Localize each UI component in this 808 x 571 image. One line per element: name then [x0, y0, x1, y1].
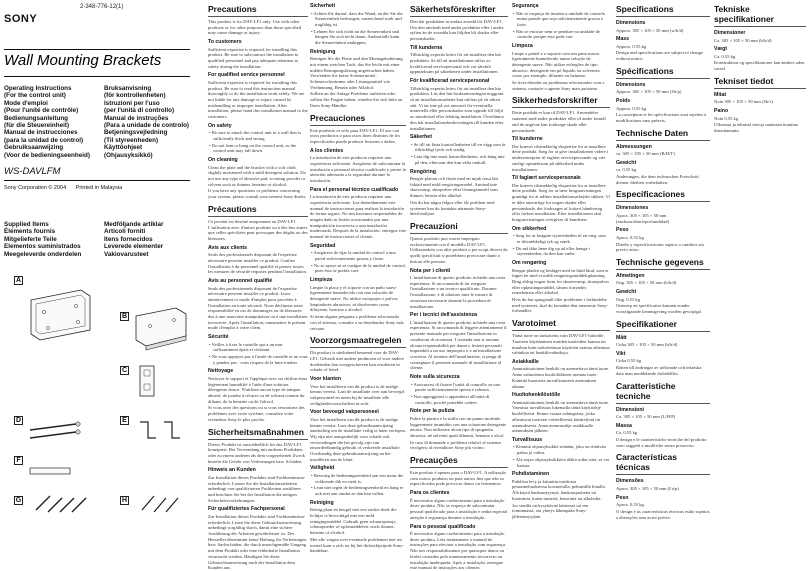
bullet-item: • Leun niet tegen de bedieningseenheid en hang er ook niet aan omdat ze dan kan vallen. — [311, 485, 404, 497]
supplied-items-heading: Elementos suministrados — [4, 243, 81, 251]
bracket-a-illustration — [26, 286, 96, 342]
subheading: Para o pessoal qualificado — [410, 523, 476, 530]
paragraph: Questo prodotto può essere impiegato esclusivamente con il modello DAV-LF1. Utilizzandolo con altri prodotti o per scopi diversi da quelli specificati si potrebbero provocare danni o lesioni alle persone. — [410, 235, 508, 264]
paragraph: Aprox. 305 × 105 × 50 mm (l/a/p) — [616, 485, 679, 491]
doc-number: 2-348-776-12(1) — [80, 4, 124, 10]
paragraph: O design e as características técnicas estão sujeitos a alterações sem aviso prévio. — [616, 508, 710, 520]
subheading: Huoltohenkilöstölle — [512, 392, 561, 399]
supplied-items-b — [104, 221, 204, 258]
paragraph: Aprox. 0,55 kg — [616, 502, 644, 508]
language-entry: (For the control unit) — [4, 92, 66, 100]
supplied-items-heading: Articoli forniti — [104, 228, 146, 236]
paragraph: Limpie la placa y el soporte con un paño suave ligeramente humedecido con una solución de detergente suave. No utilice estropajos o polvos limpiadores abrasivos, ni disolventes como diluyente, bencina o alcohol. — [310, 284, 398, 313]
section-heading: Sicherheitsmaßnahmen — [208, 427, 308, 440]
language-entry: Käyttöohjeet — [104, 144, 143, 152]
subheading: Limpieza — [310, 277, 333, 284]
paragraph: Sufficient expertise is required for installing this product. Be sure to subcontract the installation to qualified personnel and pay adequate attention to safety during the installation. — [208, 46, 299, 69]
bullet-item: • Não se esqueça de instalar a unidade de controlo numa parede que seja suficientemente grossa e forte. — [513, 10, 606, 27]
subheading: Afmetingen — [616, 272, 645, 279]
subheading: Dimensions — [616, 81, 646, 88]
subheading: Nettoyage — [208, 368, 234, 375]
subheading: För kvalificerad servicepersonal — [410, 78, 490, 85]
subheading: Dimensiones — [616, 205, 649, 212]
paragraph: Voor het installeren van dit product is de nodige kennis vereist. Lees deze gebruiksaanwijzing aandachtig om de installatie veilig te laten verlopen. Wij zijn niet aansprakelijk voor schade ook verwondingen die het gevolg zijn van onoordeelkundig gebruik of verkeerde installatie. Overhandig deze gebruiksaanwijzing na het installeren aan de klant. — [310, 416, 406, 462]
section-heading: Caratteristiche tecniche — [616, 381, 710, 404]
paragraph: La instalación de este producto requiere una experiencia suficiente. Asegúrese de subcontratar la instalación a personal técnico cualificado y preste la atención adecuada a la seguridad durante la instalación. — [310, 155, 406, 183]
supplied-items-heading: Medföljande artiklar — [104, 221, 164, 228]
paragraph: Ong. 305 × 105 × 50 mm (b/h/d) — [616, 280, 677, 286]
paragraph: Der kræves tilstrækkelig ekspertise for at installere dette produkt. Sørg for at give installationen videre i underentreprise til faglært servicepersonale og vær særligt opmærksom på sikkerhed under installationen. — [512, 143, 609, 172]
paragraph: Hvis du har spørgsmål eller problemer i forbindelse med systemet, skal du kontakte den nærmeste Sony-forhandler. — [512, 297, 609, 314]
paragraph: Reinigen Sie die Platte und den Montagehalterung mit einem weichen Tuch, das Sie leicht mit einer milden Reinigungslösung angefeuchtet haben. Verwenden Sie keine Scheuermittel, Scheuerschwämme oder Lösungsmittel wie Verdünnung, Benzin oder Alkohol. — [310, 56, 403, 90]
paragraph: Ontwerp en specificaties kunnen zonder voorafgaande kennisgeving worden gewijzigd. — [616, 303, 702, 315]
page-title: Wall Mounting Brackets — [4, 52, 162, 69]
top-rule — [4, 49, 190, 50]
subheading: Dimensioni — [616, 406, 644, 413]
section-heading: Voorzorgsmaatregelen — [310, 335, 406, 348]
paragraph: Ca. 0,55 kg — [714, 53, 736, 59]
specs-column-2 — [714, 0, 806, 571]
figure-label-h: H — [121, 497, 128, 504]
text-column-4 — [512, 0, 610, 571]
paragraph: Puhdista levy ja kiinnitin miedossa pesuaineliuoksessa kostutetulla, pehmeällä liinalla. Älä käytä hankaustyynyä, hankausjauhetta tai liuottimia, kuten tinneriä, bensiiniä tai alkoholia. — [512, 478, 606, 501]
paragraph: Noin 305 × 105 × 50 mm (l/k/s) — [714, 99, 773, 105]
subheading: Puhdistaminen — [512, 471, 550, 478]
paragraph: Ca. 0,55 kg — [616, 430, 638, 436]
paragraph: This product is for DAV-LF1 only. Use with other products or for other purposes than those specified may cause damage or injury. — [208, 19, 301, 36]
subheading: To customers — [208, 39, 242, 46]
paragraph: Este producto es sólo para DAV-LF1. El uso con otros productos o para otros fines distintos de los especificados puede producir lesiones o daños. — [310, 127, 401, 144]
subheading: Mass — [616, 36, 629, 43]
supplied-items-heading: Itens fornecidos — [104, 235, 153, 243]
paragraph: Limpe a painel e o suporte com um pano macio ligeiramente humedecido numa solução de detergente suave. Não utilize esfregões de tipo abrasivo, detergente em pó líquido ou solventes, como por exemplo, diluente ou benzina. — [512, 50, 601, 79]
section-heading: Specifications — [616, 4, 710, 17]
paragraph: Ca. 305 × 105 × 50 mm (L/H/P) — [616, 414, 676, 420]
subheading: Rengöring — [410, 168, 436, 175]
subheading: Til faglært servicepersonale — [512, 175, 581, 182]
bullet-item: • Achten Sie darauf, dass die Wand, an der Sie die Steuereinheit befestigen, ausreichend stark und tragfähig ist. — [311, 10, 403, 27]
subheading: Asiakkaille — [512, 358, 539, 365]
paragraph: É necessário algum conhecimento para a instalação deste produto. Leia atentamente o manual de instruções para efectuar a instalação com segurança. Não nos responsabilizamos por quaisquer danos ou lesões causados pelo manuseamento incorrecto ou instalação inadequada. Após a instalação, entregue este manual de instruções aos clientes. — [410, 531, 507, 571]
section-heading: Sikkerhedsforskrifter — [512, 95, 610, 108]
subheading: Reinigung — [310, 48, 336, 55]
subheading: Turvallisuus — [512, 436, 543, 443]
section-heading: Specifikationer — [616, 319, 710, 332]
subheading: Dimensions — [616, 20, 646, 26]
section-heading: Tekniske specifikationer — [714, 4, 806, 27]
paragraph: Ammattitaitoinen henkilö on asennettava tämä tuote. Varmista turvallisuus lukemalla tämä käyttöohje huolellisesti. Emme vastaa vahingoista, jotka aiheutuvat tuotteen virheellisestä käsittelystä tai asennuksesta. Anna asennusohje asiakkaalle asennuksen jälkeen. — [512, 399, 610, 434]
paragraph: Änderungen, die dem technischen Fortschritt dienen, bleiben vorbehalten. — [616, 174, 699, 185]
bullet-item: • Älä nojaa ohjausyksikköön äläkä roiku siitä, se voi kaatua. — [513, 456, 610, 468]
paragraph: Este produto é apenas para o DAV-LF1. A utilização com outros produtos ou para outros fins que não os especificados pode provocar danos ou ferimentos. — [410, 470, 507, 487]
section-heading: Technische gegevens — [616, 257, 710, 270]
paragraph: ca. 0,55 kg — [616, 167, 637, 173]
subheading: Avis aux clients — [208, 244, 248, 251]
paragraph: Dette produkt er kun til DAV-LF1. Anvendelse sammen med andre produkter eller til andre formål end de angivne kan forårsage skade eller personskade. — [512, 110, 606, 133]
subheading: Nota per i clienti — [410, 267, 451, 274]
language-entry: (Pour l'unité de contrôle) — [4, 107, 79, 115]
figure-label-g: G — [15, 497, 22, 504]
figure-label-b: B — [121, 313, 128, 320]
bullet-item: • Asegúrese de fijar la unidad de control a una pared suficientemente gruesa y firme. — [311, 250, 396, 261]
language-entry: (für die Steuereinheit) — [4, 122, 70, 130]
languages-list-b — [104, 85, 204, 159]
section-heading: Varotoimet — [512, 318, 610, 331]
specs-column-1 — [616, 0, 710, 571]
bullet-item: • Luta dig inte emot kontrollenheten, och häng inte på den, eftersom den kan välta omkull. — [411, 154, 505, 165]
subheading: Dimensioner — [714, 30, 746, 36]
language-entry: Bruksanvisning — [104, 85, 152, 92]
copyright-text: Sony Corporation © 2004 — [4, 185, 67, 191]
paragraph: Design and specifications are subject to change without notice. — [616, 50, 703, 62]
paragraph: Seuls des professionnels disposant de l'expertise nécessaire peuvent installer ce produit. Confiez l'installation à du personnel qualifié et prenez toutes les mesures de sécurité requises pendant l'installation. — [208, 252, 307, 275]
language-entry: (Para a unidade de controlo) — [104, 122, 190, 130]
paragraph: In caso di domande o problemi relativi al sistema, rivolgersi al rivenditore Sony più vicino. — [410, 439, 502, 451]
section-heading: Precauções — [410, 455, 508, 468]
copyright — [4, 185, 122, 191]
language-entry: (para la unidad de control) — [4, 136, 84, 144]
bullet-item: • Do not lean or hang on the control unit, as the control unit may fall down. — [209, 142, 297, 154]
paragraph: Sufficient expertise is required for installing this product. Be sure to read this instruction manual thoroughly to do the installation work safely. We are not liable for any damage or injury caused by mishandling or improper installation. After installation, please hand this installation manual to the customers. — [208, 79, 308, 120]
hooks-e-illustration — [134, 416, 194, 444]
paragraph: Rätten till ändringar av utförande och tekniska data utan meddelande förbehålles. — [616, 365, 702, 376]
section-heading: Características técnicas — [616, 452, 710, 475]
subheading: Gewicht — [616, 289, 637, 296]
supplied-items-heading: Leverede elementer — [104, 243, 164, 251]
paragraph: Diseño y especificaciones sujetos a cambios sin previo aviso. — [616, 241, 704, 253]
paragraph: Ca. 305 × 105 × 50 mm (b/h/d) — [714, 37, 772, 43]
paragraph: Jos sinulla on kysyttävää laitteesta tai sen toiminnasta, ota yhteys lähimpään Sony-jälleenmyyjään. — [512, 502, 589, 519]
paragraph: Der kræves tilstrækkelig ekspertise for at installere dette produkt. Sørg for at læse brugsanvisningen grundigt for at udføre installationsarbejdet sikkert. Vi er ikke ansvarlige for nogen skader eller personskade, der forårsages af forkert håndtering eller forkert installation. Efter installationen skal brugsanvisningen overgives til kunderne. — [512, 182, 610, 222]
supplied-items-heading: Supplied Items — [4, 221, 49, 228]
bullet-item: • Be sure to attach the control unit to a wall that is sufficiently thick and strong. — [209, 130, 301, 142]
paragraph: Aprox. 0,55 kg — [616, 234, 644, 240]
paragraph: Se tiver dúvidas ou problemas relacionados com o sistema, contacte o agente Sony mais próximo. — [512, 80, 605, 91]
paragraph: Den här produkten är endast avsedd för DAV-LF1. Om den används med andra produkter eller i andra syften än de avsedda kan följden bli skador eller personskador. — [410, 19, 504, 42]
subheading: Voor klanten — [310, 376, 342, 383]
subheading: Sicherheit — [310, 3, 336, 9]
subheading: Para el personal técnico cualificado — [310, 186, 399, 193]
language-entry: (Ohjausyksikkö) — [104, 151, 153, 159]
screws-d-illustration — [26, 416, 86, 444]
paragraph: Ammattitaitoinen henkilö on asennettava tämä tuote. Anna valtuutetun huoltoliikkeen asentaa tuote. Kiinnitä huomiota turvallisuuteen asennuksen aikana. — [512, 366, 610, 389]
subheading: Om sikkerhed — [512, 225, 547, 232]
section-heading: Precauzioni — [410, 221, 508, 234]
paragraph: Dit product is uitsluitend bestemd voor de DAV-LF1. Gebruik met andere producten of voor andere doeleinden dan voorgeschreven kan resulteren in schade of letsel. — [310, 350, 404, 373]
language-entry: Bedienungsanleitung — [4, 114, 69, 122]
paragraph: ca. 305 × 105 × 50 mm (B/H/T) — [616, 151, 675, 157]
paragraph: Seuls des professionnels disposant de l'expertise nécessaire peuvent installer ce produit. Lisez attentivement ce mode d'emploi pour procéder à l'installation en toute sécurité. Nous déclinons toute responsabilité en cas de dommages ou de blessures dus à une mauvaise manipulation ou à une installation incorrecte. Après l'installation, transmettez le présent mode d'emploi à votre client. — [208, 285, 308, 331]
subheading: Till kunderna — [410, 44, 443, 51]
part-f-illustration — [26, 460, 86, 484]
paragraph: Rengör plattan och fästet med en mjuk trasa lätt fuktad med mild rengöringsmedel. Använd inte skursvamp, skurpulver eller lösningsmedel som thinner, bensin eller alkohol. — [410, 176, 499, 199]
subheading: Limpeza — [512, 43, 533, 50]
paragraph: Approx. 0,55 kg — [616, 105, 647, 111]
paragraph: Ong. 0,55 kg — [616, 296, 640, 302]
paragraph: Aprox. 305 × 105 × 50 mm (anchura/altura/profundidad) — [616, 212, 670, 224]
bullet-item: • Non appoggiarsi o appendersi all'unità di controllo, poiché potrebbe cadere. — [411, 393, 490, 405]
subheading: Note sulla sicurezza — [410, 374, 460, 381]
paragraph: Zur Installation dieses Produkts sind Fachkenntnisse erforderlich. Lassen Sie die Installationsarbeiten unbedingt von qualifizierten Fachleuten ausführen und beachten Sie bei der Installation die nötigen Sicherheitsvorkehrungen. — [208, 474, 305, 503]
language-entry: (för kontrollenheten) — [104, 92, 166, 100]
subheading: Mitat — [714, 91, 727, 98]
paragraph: Konstruktion og specifikationer kan ændres uden varsel. — [714, 60, 805, 72]
paragraph: Voor het installeren van dit product is de nodige kennis vereist. Laat de installatie over aan bevoegd vakpersoneel en neem bij de installatie alle veiligheidsvoorschriften in acht. — [310, 383, 404, 406]
paragraph: Si vous avez des questions ou si vous rencontrez des problèmes avec votre système, consultez votre revendeur Sony le plus proche. — [208, 405, 305, 422]
paragraph: Reinig plaat en beugel met een zachte doek die lichtjes is bevochtigd met een mild reinigingsmiddel. Gebruik geen schuursponsje, schuurpoeder of oplosmiddelen, zoals thinner, benzine of alcohol. — [310, 507, 397, 536]
figure-label-c: C — [121, 367, 128, 374]
screws-g-illustration — [30, 492, 90, 514]
language-entry: Betjeningsvejledning — [104, 129, 168, 137]
bullet-item: • Du må ikke læne dig op ad eller hænge i styreenheden, da den kan vælte. — [513, 245, 591, 257]
paragraph: Rengør pladen og beslaget med en blød klud, som er fugtet let med et mildt rengøringsmiddelopløsning. Brug aldrig nogen form for skuresvamp, skurepulver eller opløsningsmiddel, såsom fortynder, rensebenzin eller alkohol. — [512, 267, 610, 296]
paragraph: Pulire la piastra e la staffa con un panno morbido leggermente inumidito con una soluzione detergente neutra. Non utilizzare alcun tipo di spugnetta abrasiva, né solventi quali diluenti, benzina o alcol. — [410, 415, 507, 438]
text-column-1 — [208, 0, 308, 571]
paragraph: Clean the plate and the bracket with a soft cloth slightly moistened with a mild detergent solution. Do not use any type of abrasive pad, scouring powder or solvent such as thinner, benzine or alcohol. — [208, 164, 306, 187]
subheading: A los clientes — [310, 147, 344, 154]
paragraph: Si tiene alguna pregunta o problema relacionado con el sistema, consulte a su distribuidor Sony más cercano. — [310, 314, 404, 331]
bullet-item: • Kiinnitä ohjausyksikkö seinään, joka on riittävän paksu ja vahva. — [513, 444, 606, 456]
section-heading: Technische Daten — [616, 128, 710, 141]
paragraph: Dieses Produkt ist ausschließlich für das DAV-LF1 konzipiert. Bei Verwendung mit anderen Produkten oder zu einem anderen als dem vorgesehenen Zweck besteht die Gefahr von Verletzungen bzw. Schäden. — [208, 441, 305, 464]
paragraph: Sollten an der Anlage Probleme auftreten oder sollten Sie Fragen haben, wenden Sie sich bitte an Ihren Sony-Händler. — [310, 91, 403, 108]
subheading: Für qualifiziertes Fachpersonal — [208, 506, 285, 513]
subheading: Note per la pulizia — [410, 408, 455, 415]
subheading: Voor bevoegd vakpersoneel — [310, 409, 379, 416]
text-column-3 — [410, 0, 508, 571]
supplied-items-heading: Vakiovarusteet — [104, 250, 149, 258]
paragraph: Cirka 305 × 105 × 50 mm (b/h/d) — [616, 342, 678, 348]
subheading: Om rengøring — [512, 260, 547, 266]
bullet-item: • Se till att fästa kontrollenheten till en vägg som är tillräckligt tjock och stadig. — [411, 141, 506, 153]
bracket-c-illustration — [134, 364, 164, 400]
language-entry: Manual de instruções — [104, 114, 169, 122]
paragraph: Om du har några frågor eller får problem med systemet kan du kontakta närmaste Sony-återförsäljare. — [410, 199, 495, 217]
subheading: Peso — [616, 227, 629, 234]
subheading: Veiligheid — [310, 465, 335, 472]
subheading: Peso — [616, 494, 629, 501]
subheading: Per i tecnici dell'assistenza — [410, 312, 477, 319]
subheading: Säkerhet — [410, 134, 432, 141]
section-heading: Precauciones — [310, 113, 406, 126]
section-heading: Spécifications — [616, 66, 710, 79]
subheading: Til kunderne — [512, 136, 543, 143]
model-rule — [4, 180, 190, 181]
language-entry: Istruzioni per l'uso — [104, 99, 160, 107]
figure-label-d: D — [15, 417, 22, 424]
language-entry: Gebruiksaanwijzing — [4, 144, 64, 152]
paragraph: É necessário algum conhecimento para a instalação deste produto. Não se esqueça de subcontratar pessoal qualificado para a instalação e tenha especial atenção à segurança durante a instalação. — [410, 497, 508, 520]
bullet-item: • No se apoye ni se cuelgue de la unidad de control, pues ésta se podría caer. — [311, 262, 406, 274]
subheading: For qualified service personnel — [208, 72, 285, 79]
language-entry: Operating Instructions — [4, 85, 72, 92]
paragraph: Tillräcklig expertis krävs för att installera den här produkten. Läs den här bruksanvisningen noggrant så att installationsarbetet kan utföras på ett säkert sätt. Vi tar inte på oss ansvaret för eventuella materiella eller personskador som uppstår till följd av misskötsel eller felaktig installation. Överlämna den här installationsbeskrivningen till kunden efter installationen. — [410, 85, 504, 131]
supplied-items-heading: Meegeleverde onderdelen — [4, 250, 82, 258]
subheading: Vikt — [616, 350, 626, 357]
subheading: Vægt — [714, 46, 727, 53]
subheading: Massa — [616, 422, 632, 429]
section-heading: Tekniset tiedot — [714, 76, 806, 89]
supplied-items-heading: Mitgelieferte Teile — [4, 235, 57, 243]
paragraph: Approx. 305 × 105 × 50 mm (l/h/p) — [616, 89, 682, 95]
bracket-b-illustration — [132, 306, 192, 352]
paragraph: Noin 0,55 kg — [714, 115, 739, 121]
supplied-items-heading: Éléments fournis — [4, 228, 56, 236]
paragraph: L'installazione di questo prodotto richiede una certa esperienza. Si raccomanda di leggere attentamente il presente manuale per eseguire l'installazione in condizioni di sicurezza. L'azienda non si assume alcuna responsabilità per danni o lesioni personali imputabili a un uso improprio o a un'installazione scorretta. Al termine dell'installazione, si prega di consegnare il presente manuale di installazione al cliente. — [410, 319, 507, 371]
bullet-item: • Ne vous appuyez pas à l'unité de contrôle et ne vous y pendez pas : vous risquez de la faire tomber. — [209, 354, 308, 365]
paragraph: Ce produit est destiné uniquement au DAV-LF1. L'utilisation avec d'autres produits ou à des fins autres que celles spécifiées peut provoquer des dégâts ou des blessures. — [208, 218, 308, 241]
subheading: Hinweis an Kunden — [208, 467, 256, 474]
subheading: Avis au personnel qualifié — [208, 278, 273, 284]
language-entry: (Til styreenheden) — [104, 136, 159, 144]
text-column-2 — [310, 0, 406, 571]
paragraph: Ulkoasua ja teknisiä tietoja saatetaan muuttaa ilmoittamatta. — [714, 122, 798, 133]
paragraph: Tillräcklig expertis krävs för att installera den här produkten. Se till att installationen utförs av kvalificerad servicepersonal och var särskilt uppmärksam på säkerheten under installationen. — [410, 52, 502, 75]
bullet-item: • Veillez à fixer le contrôle qui a un mur suffisamment épais et résistant. — [209, 341, 283, 353]
figure-area — [4, 270, 198, 568]
subheading: Para os clientes — [410, 490, 450, 497]
paragraph: Il design e le caratteristiche tecniche del prodotto sono soggetti a modifiche senza preavviso. — [616, 436, 707, 448]
paragraph: Zur Installation dieses Produkts sind Fachkenntnisse erforderlich. Lesen Sie diese Gebrauchsanweisung unbedingt sorgfältig durch, damit eine sichere Ausführung der Arbeiten gewährleistet ist. Der Hersteller übernimmt keine Haftung für Verletzungen bzw. Sachschäden, die durch unsachgemäße Umgang mit dem Produkt oder eine fehlerhafte Installation verursacht werden. Händigen Sie diese Gebrauchsanweisung nach der Installation dem Kunden aus. — [208, 513, 307, 571]
subheading: On safety — [208, 122, 232, 129]
subheading: Sécurité — [208, 334, 229, 341]
language-entry: (Voor de bedieningseenheid) — [4, 151, 90, 159]
paragraph: La instalación de este producto requiere una experiencia suficiente. Lea detenidamente este manual de instrucciones para realizar la instalación de forma segura. No nos hacemos responsables de ningún daño ni lesión ocasionados por una manipulación incorrecta o una instalación inadecuada. Después de la instalación, entregue este manual de instrucciones al cliente. — [310, 194, 406, 240]
bullet-item: • Sørg for at fastgøre styreenheden til en væg, som er tilstrækkeligt tyk og stærk. — [513, 233, 606, 244]
subheading: Paino — [714, 108, 729, 115]
subheading: On cleaning — [208, 157, 238, 164]
bullet-item: • Não se encoste nem se pendure na unidade de controlo porque esta pode cair. — [513, 28, 600, 40]
paragraph: Approx. 305 × 105 × 50 mm (w/h/d) — [616, 27, 684, 33]
paragraph: Tämä tuote on tarkoitettu vain DAV-LF1-laitteille. Tuotteen käyttäminen muiden tuotteiden kanssa tai muuhun kuin tarkoitettuun käyttöön saattaa aiheuttaa vahinkoa tai henkilövahinkoja. — [512, 333, 610, 356]
model-number: WS-DAVLFM — [4, 166, 61, 177]
paragraph: Nettoyez le support et l'applique avec un chiffon doux légèrement humidifié à l'aide d'une solution détergente douce. N'utilisez aucun type de tampon abrasif, de poudre à récurer ou de solvant comme du diluant, de la benzine ou de l'alcool. — [208, 375, 308, 404]
section-heading: Säkerhetsföreskrifter — [410, 4, 508, 17]
subheading: Abmessungen — [616, 143, 652, 150]
figure-label-e: E — [120, 416, 129, 425]
screws-h-illustration — [136, 492, 186, 514]
section-heading: Précautions — [208, 204, 308, 217]
supplied-items-a — [4, 221, 114, 258]
subheading: Seguridad — [310, 242, 336, 249]
subheading: Mått — [616, 334, 627, 341]
figure-label-a: A — [15, 277, 22, 284]
title-rule — [4, 76, 190, 77]
paragraph: La conception et les spécifications sont sujettes à modifications sans préavis. — [616, 112, 707, 123]
subheading: Segurança — [512, 3, 539, 9]
printed-in: Printed in Malaysia — [75, 185, 123, 191]
section-heading: Especificaciones — [616, 189, 710, 202]
paragraph: Met alle vragen over eventuele problemen met uw toestel kunt u zich tot bij het dichtstbijzijnde Sony-handelaar. — [310, 536, 404, 554]
language-entry: (per l'unità di controllo) — [104, 107, 175, 115]
figure-label-f: F — [14, 456, 23, 465]
paragraph: Cirka 0,55 kg — [616, 358, 642, 364]
subheading: Dimensões — [616, 478, 644, 485]
subheading: Poids — [616, 98, 631, 105]
paragraph: Approx. 0.55 kg — [616, 43, 647, 49]
language-entry: Manual de instrucciones — [4, 129, 78, 137]
subheading: Gewicht — [616, 159, 637, 166]
language-entry: Mode d'emploi — [4, 99, 48, 107]
paragraph: If you have any questions or problems concerning your system, please consult your nearest Sony dealer. — [208, 188, 307, 200]
bullet-item: • Lehnen Sie sich nicht an die Steuereinheit und hängen Sie sich nicht daran. Andernfalls kann die Steuereinheit umkippen. — [311, 28, 400, 46]
subheading: Reiniging — [310, 499, 334, 506]
paragraph: L'installazione di questo prodotto richiede una certa esperienza. Si raccomanda di far eseguire l'installazione a un tecnico qualificato. Durante l'installazione, è di adottare tutte le misure di sicurezza necessarie durante la procedura di installazione. — [410, 275, 506, 309]
sony-logo: SONY — [4, 13, 38, 25]
bullet-item: • Bevestig de bedieningseenheid aan een muur die voldoende dik en sterk is. — [311, 472, 404, 484]
bullet-item: • Assicurarsi di fissare l'unità di controllo su una parete sufficientemente spessa e robusta. — [411, 381, 500, 393]
section-heading: Precautions — [208, 4, 308, 17]
